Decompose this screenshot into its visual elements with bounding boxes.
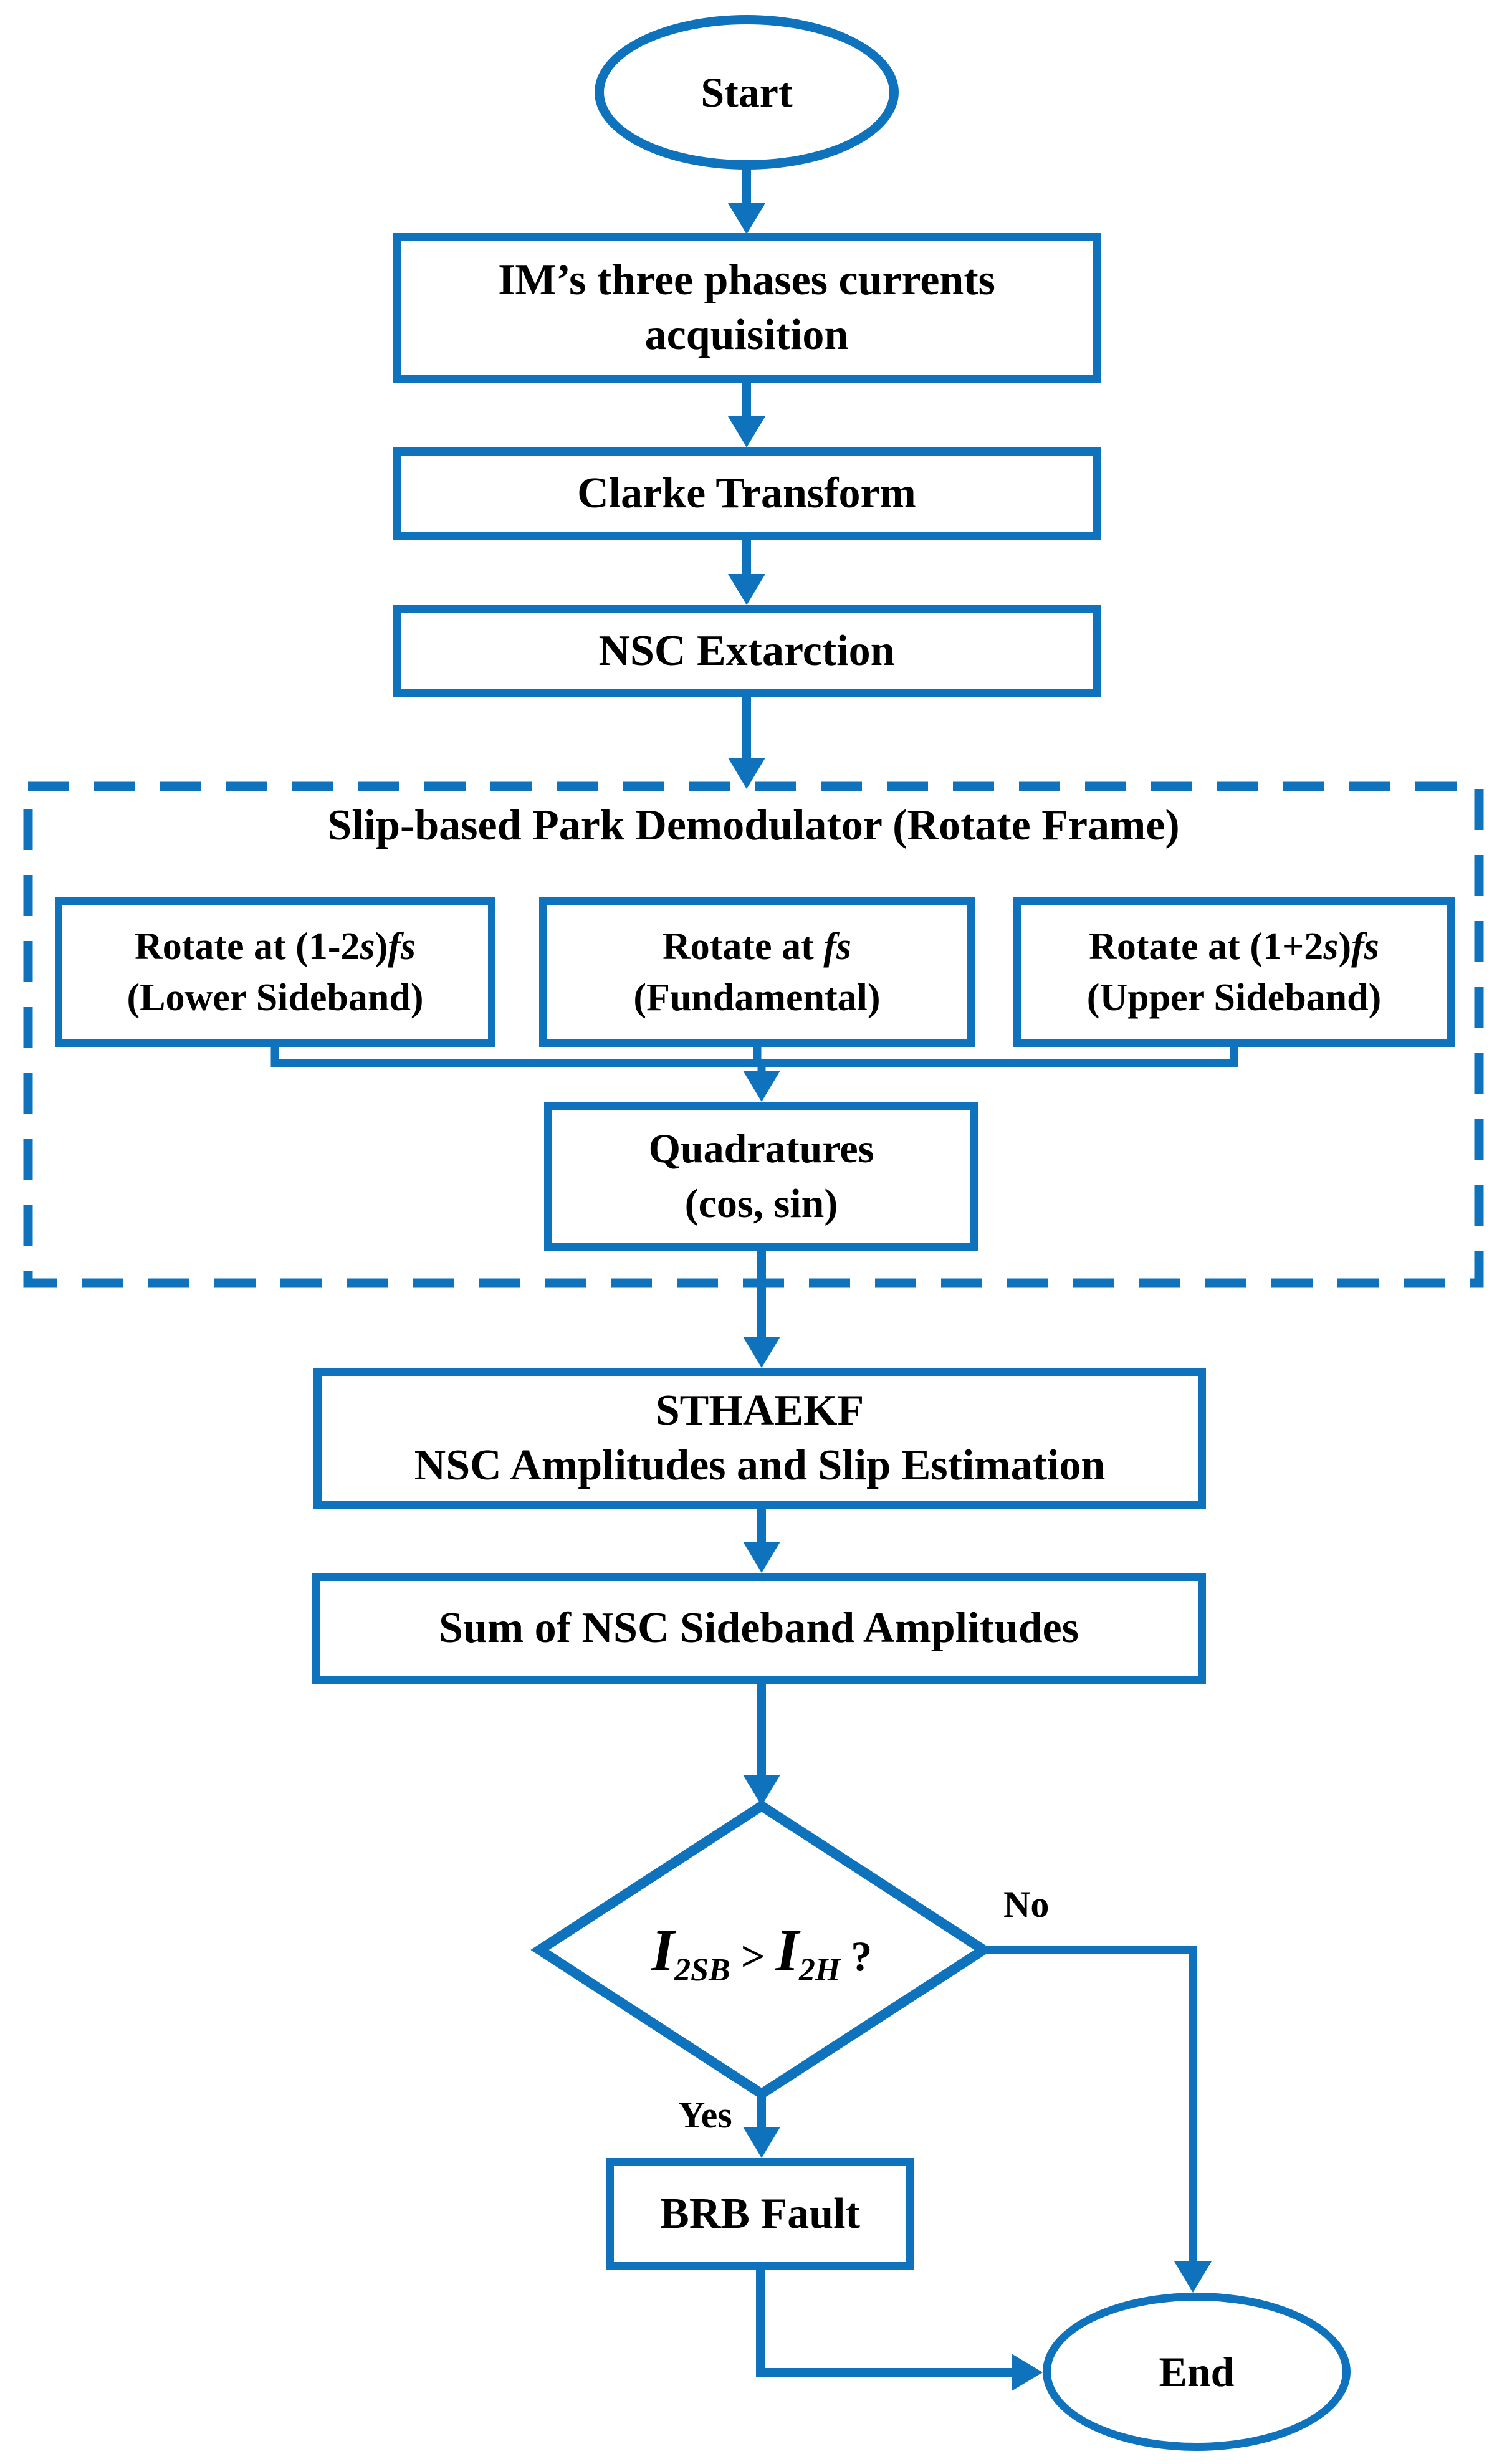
rotate-fundamental-line2: (Fundamental) (633, 977, 881, 1019)
brb-to-end-connector (760, 2270, 1043, 2391)
decision-condition-text: I2SB > I2H ? (651, 1916, 873, 1988)
sum-label: Sum of NSC Sideband Amplitudes (439, 1604, 1079, 1652)
arrow-join-to-quadratures (743, 1071, 780, 1102)
quadratures-box (544, 1102, 978, 1251)
arrow-nsc-to-demodulator (728, 697, 765, 789)
quadratures-line2: (cos, sin) (684, 1181, 838, 1226)
sthaekf-line1: STHAEKF (655, 1387, 864, 1435)
brb-fault-label: BRB Fault (660, 2190, 860, 2238)
nsc-extraction-box (393, 605, 1101, 697)
rotate-upper-line2: (Upper Sideband) (1086, 977, 1382, 1019)
sthaekf-line2: NSC Amplitudes and Slip Estimation (414, 1441, 1106, 1489)
rotate-lower-line2: (Lower Sideband) (127, 977, 424, 1019)
rotate-upper-line1: Rotate at (1+2s)fs (1089, 925, 1379, 968)
arrow-sthaekf-to-sum (743, 1509, 780, 1573)
start-terminator (595, 15, 899, 170)
arrow-quadratures-to-sthaekf (743, 1251, 780, 1368)
yes-edge-label: Yes (678, 2094, 732, 2136)
end-label: End (1159, 2347, 1235, 2395)
clarke-transform-label: Clarke Transform (577, 469, 916, 517)
no-edge-label: No (1003, 1884, 1050, 1925)
arrow-clarke-to-nsc (728, 540, 765, 605)
rotate-lower-line1: Rotate at (1-2s)fs (134, 925, 416, 968)
clarke-transform-box (393, 447, 1101, 540)
rotate-fundamental-box (539, 897, 975, 1047)
sum-box (312, 1573, 1206, 1684)
no-branch-connector (983, 1950, 1212, 2293)
start-label: Start (701, 68, 793, 116)
sthaekf-box (313, 1368, 1206, 1509)
brb-fault-box (606, 2158, 914, 2270)
acquisition-box (393, 233, 1101, 383)
rotate-upper-box (1013, 897, 1455, 1047)
nsc-extraction-label: NSC Extarction (598, 626, 895, 675)
rotate-fundamental-line1: Rotate at fs (662, 925, 851, 968)
yes-arrow (743, 2094, 780, 2158)
arrow-acquisition-to-clarke (728, 382, 765, 447)
demodulator-title: Slip-based Park Demodulator (Rotate Frame) (327, 801, 1180, 849)
end-terminator (1043, 2293, 1351, 2451)
rotate-lower-box (55, 897, 495, 1047)
quadratures-line1: Quadratures (648, 1126, 874, 1172)
arrow-sum-to-decision (743, 1684, 780, 1806)
decision-condition (540, 1806, 983, 2094)
acquisition-line2: acquisition (644, 311, 849, 359)
acquisition-line1: IM’s three phases currents (498, 256, 995, 304)
arrow-start-to-acquisition (728, 167, 765, 234)
